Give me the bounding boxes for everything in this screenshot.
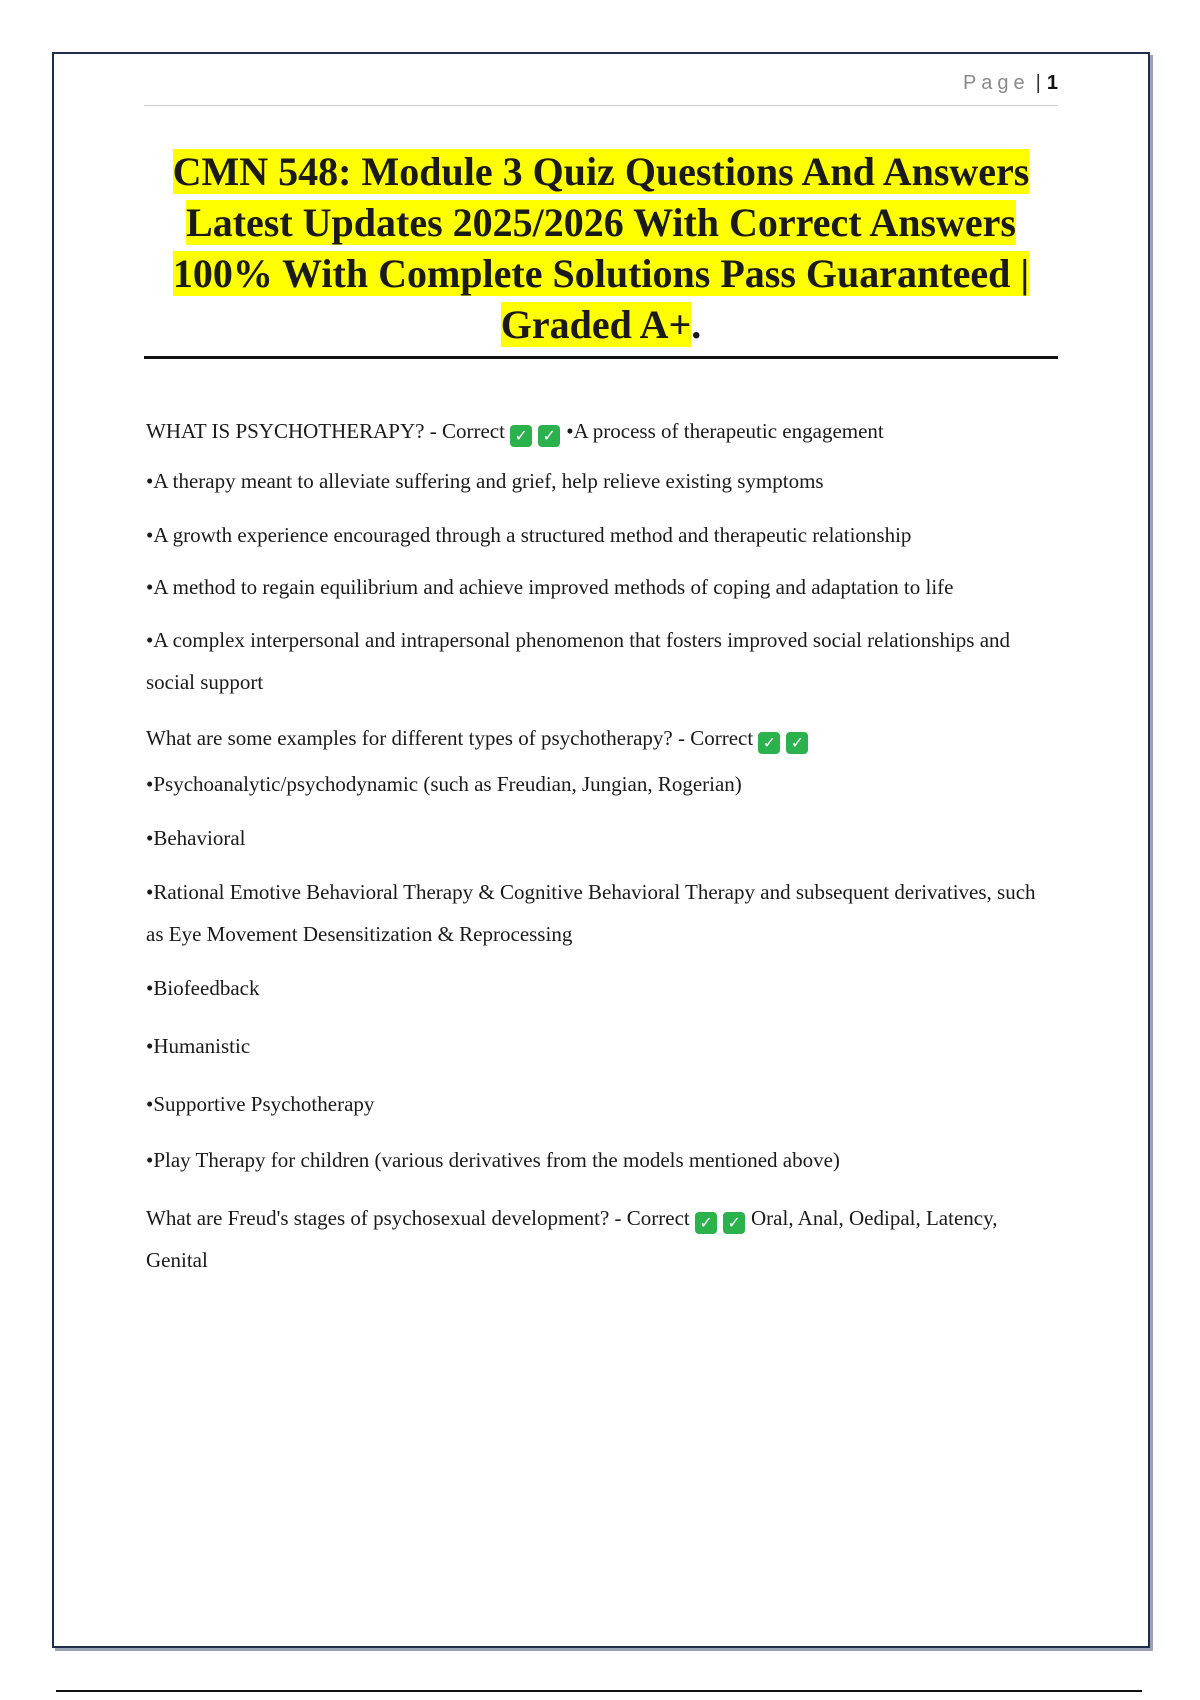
answer-bullet: •Behavioral xyxy=(146,826,246,850)
answer-bullet: •A method to regain equilibrium and achieve improved methods of coping and adaptation to life xyxy=(146,575,954,599)
green-checkmark-icon: ✓ xyxy=(786,732,808,754)
page-header xyxy=(144,72,1058,106)
green-checkmark-icon: ✓ xyxy=(695,1212,717,1234)
question-2-text: What are some examples for different types of psychotherapy? - Correct xyxy=(146,726,754,750)
question-1-answer: •A process of therapeutic engagement xyxy=(566,419,884,443)
green-checkmark-icon: ✓ xyxy=(538,425,560,447)
bottom-rule xyxy=(56,1690,1142,1692)
page-number: 1 xyxy=(1046,72,1058,94)
document-title xyxy=(144,146,1058,359)
answer-bullet: •Supportive Psychotherapy xyxy=(146,1092,375,1116)
answer-bullet: •A therapy meant to alleviate suffering and grief, help relieve existing symptoms xyxy=(146,469,824,493)
title-highlight: CMN 548: Module 3 Quiz Questions And Answers Latest Updates 2025/2026 With Correct Answers 100% With Complete Solutions Pass Guaranteed | Graded A+ xyxy=(172,149,1030,347)
answer-bullet: •Play Therapy for children (various derivatives from the models mentioned above) xyxy=(146,1148,840,1172)
question-3 xyxy=(146,1197,1056,1281)
answer-bullet: •Rational Emotive Behavioral Therapy & Cognitive Behavioral Therapy and subsequent derivatives, such as Eye Movement Desensitization & Reprocessing xyxy=(146,880,1036,946)
document-body xyxy=(146,410,1056,1297)
page-separator: | xyxy=(1035,72,1041,94)
green-checkmark-icon: ✓ xyxy=(758,732,780,754)
green-checkmark-icon: ✓ xyxy=(723,1212,745,1234)
question-2 xyxy=(146,717,1056,759)
question-3-text: What are Freud's stages of psychosexual development? - Correct xyxy=(146,1206,690,1230)
title-period: . xyxy=(691,302,702,347)
answer-bullet: •Humanistic xyxy=(146,1034,251,1058)
page-label: Page xyxy=(962,72,1030,94)
answer-bullet: •Biofeedback xyxy=(146,976,260,1000)
question-1 xyxy=(146,410,1056,452)
question-3-answer: Oral, Anal, Oedipal, Latency, Genital xyxy=(146,1206,998,1272)
question-2-answer: •Psychoanalytic/psychodynamic (such as Freudian, Jungian, Rogerian) xyxy=(146,772,742,796)
green-checkmark-icon: ✓ xyxy=(510,425,532,447)
question-1-text: WHAT IS PSYCHOTHERAPY? - Correct xyxy=(146,419,505,443)
answer-bullet: •A growth experience encouraged through a structured method and therapeutic relationship xyxy=(146,523,912,547)
answer-bullet: •A complex interpersonal and intrapersonal phenomenon that fosters improved social relationships and social support xyxy=(146,628,1011,694)
